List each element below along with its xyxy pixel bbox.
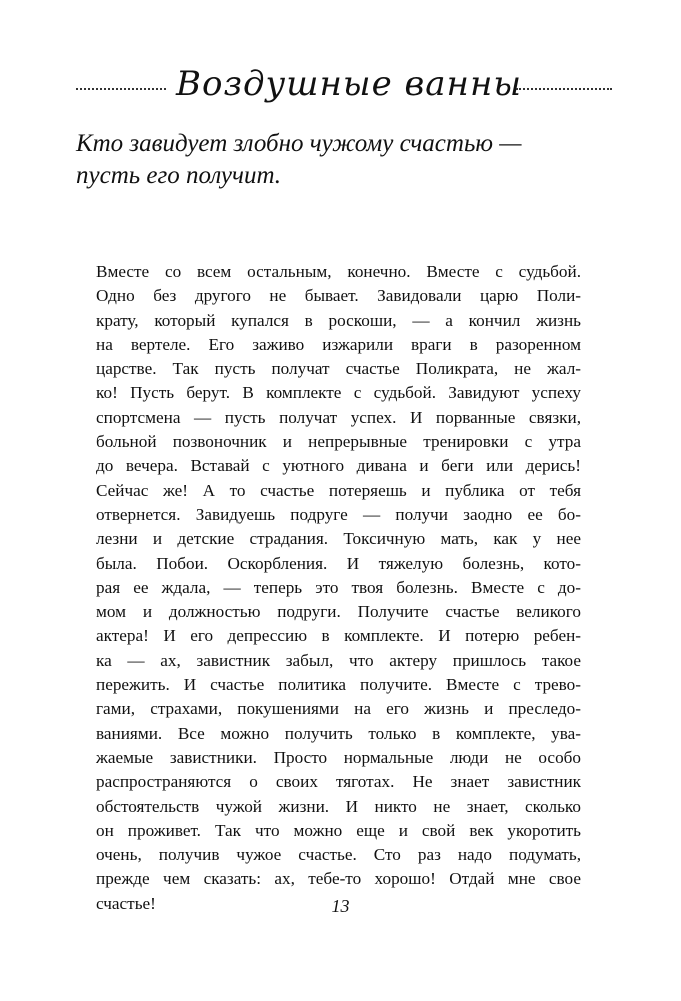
body-line: лезни и детские страдания. Токсичную мать, как у нее: [96, 529, 581, 549]
page-number: 13: [331, 896, 350, 916]
body-line: мом и должностью подруги. Получите счастье великого: [96, 602, 581, 622]
body-line: Сейчас же! А то счастье потеряешь и публика от тебя: [96, 480, 581, 500]
body-line: ка — ах, завистник забыл, что актеру пришлось такое: [96, 650, 581, 670]
running-header: [76, 56, 612, 116]
body-line: жаемые завистники. Просто нормальные люди не особо: [96, 747, 581, 767]
body-line: ко! Пусть берут. В комплекте с судьбой. Завидуют успеху: [96, 383, 581, 403]
epigraph-line: Кто завидует злобно чужому счастью —: [76, 130, 522, 157]
body-line: актера! И его депрессию в комплекте. И потерю ребен-: [96, 626, 581, 646]
running-header-title: Воздушные ванны: [176, 64, 523, 104]
body-line: Одно без другого не бывает. Завидовали царю Поли-: [96, 286, 581, 306]
body-line: прежде чем сказать: ах, тебе-то хорошо! Отдай мне свое: [96, 869, 581, 889]
body-line: ваниями. Все можно получить только в комплекте, ува-: [96, 723, 581, 743]
body-line: гами, страхами, покушениями на его жизнь и преследо-: [96, 699, 581, 719]
body-line: больной позвоночник и непрерывные тренировки с утра: [96, 432, 581, 452]
body-line: распространяются о своих тяготах. Не знает завистник: [96, 772, 581, 792]
body-line: на вертеле. Его заживо изжарили враги в разоренном: [96, 334, 581, 354]
body-line: очень, получив чужое счастье. Сто раз надо подумать,: [96, 845, 581, 865]
body-paragraph: [96, 260, 581, 916]
header-dotted-rule-right: [516, 88, 612, 90]
body-line: счастье!: [96, 893, 156, 913]
body-line: он проживет. Так что можно еще и свой век укоротить: [96, 820, 581, 840]
epigraph: [76, 128, 596, 192]
body-line: крату, который купался в роскоши, — а кончил жизнь: [96, 310, 581, 330]
body-line: пережить. И счастье политика получите. Вместе с трево-: [96, 675, 581, 695]
body-line: отвернется. Завидуешь подруге — получи заодно ее бо-: [96, 504, 581, 524]
body-line: царстве. Так пусть получат счастье Поликрата, не жал-: [96, 359, 581, 379]
body-line: рая ее ждала, — теперь это твоя болезнь. Вместе с до-: [96, 577, 581, 597]
body-line: Вместе со всем остальным, конечно. Вместе с судьбой.: [96, 262, 581, 281]
body-line: до вечера. Вставай с уютного дивана и беги или дерись!: [96, 456, 581, 476]
body-line: спортсмена — пусть получат успех. И порванные связки,: [96, 407, 581, 427]
header-dotted-rule-left: [76, 88, 166, 90]
body-line: была. Побои. Оскорбления. И тяжелую болезнь, кото-: [96, 553, 581, 573]
body-line: обстоятельств чужой жизни. И никто не знает, сколько: [96, 796, 581, 816]
epigraph-line: пусть его получит.: [76, 162, 282, 189]
